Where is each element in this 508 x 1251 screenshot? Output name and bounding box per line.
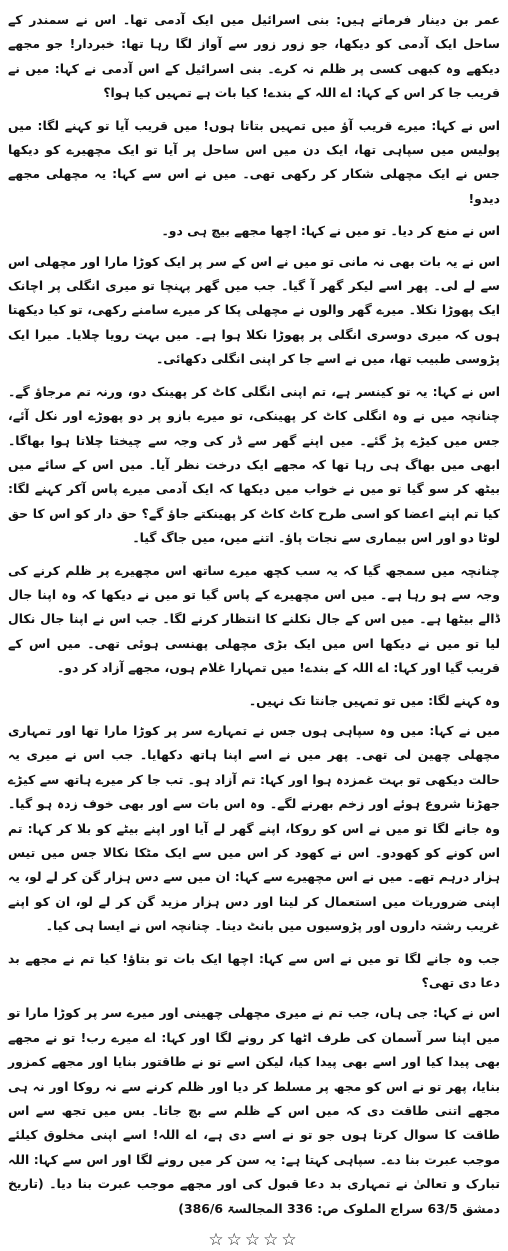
paragraph-3: اس نے منع کر دیا۔ تو میں نے کہا: اچھا مجھے بیچ ہی دو۔ [161, 223, 500, 239]
paragraph-1: عمر بن دینار فرماتے ہیں: بنی اسرائیل میں ایک آدمی تھا۔ اس نے سمندر کے ساحل ایک آدمی کو دیکھا، جو زور زور سے آواز لگا رہا تھا: خبردار! جو مجھے دیکھے وہ کبھی کسی پر ظلم نہ کرے۔ بنی اسرائیل کے اس آدمی نے کہا: میں نے قریب جا کر اس کے کہا: اے اللہ کے بندے! کیا بات ہے تمہیں کیا ہوا؟ [8, 12, 500, 101]
paragraph-8: میں نے کہا: میں وہ سپاہی ہوں جس نے تمہارے سر پر کوڑا مارا تھا اور تمہاری مچھلی چھین لی تھی۔ پھر میں نے اسے اپنا ہاتھ دکھایا۔ جب اس نے میری یہ حالت دیکھی تو بہت غمزدہ ہوا اور کہا: تم آزاد ہو۔ تب جا کر میرے ہاتھ سے کیڑے جھڑنا شروع ہوئے اور زخم بھرنے لگے۔ وہ اس بات سے اور بھی خوف زدہ ہو گیا۔ وہ جانے لگا تو میں نے اس کو روکا، اپنے گھر لے آیا اور اپنے بیٹے کو بلا کر کہا: تم اس کونے کو کھودو۔ اس نے کھود کر اس میں سے ایک مٹکا نکالا جس میں تیس ہزار درہم تھے۔ میں نے اس مچھیرے سے کہا: ان میں سے دس ہزار گن کر لے لو، یہ اپنی ضروریات میں استعمال کر لینا اور دس ہزار مزید گن کر لے لو، ان کو اپنے غریب رشتہ داروں اور پڑوسیوں میں بانٹ دینا۔ چنانچہ اس نے ایسا ہی کیا۔ [8, 722, 500, 934]
paragraph-6: چنانچہ میں سمجھ گیا کہ یہ سب کچھ میرے ساتھ اس مچھیرے پر ظلم کرنے کی وجہ سے ہو رہا ہے۔ میں اس مچھیرے کے پاس گیا تو میں نے دیکھا کہ وہ اپنا جال ڈالے بیٹھا ہے۔ میں اس کے جال نکلنے کا انتظار کرنے لگا۔ جب اس نے اپنا جال نکال لیا تو میں نے دیکھا اس میں ایک بڑی مچھلی پھنسی ہوئی تھی۔ میں اس کے قریب گیا اور کہا: اے اللہ کے بندے! میں تمہارا غلام ہوں، مجھے آزاد کر دو۔ [8, 562, 500, 676]
paragraph-10: اس نے کہا: جی ہاں، جب تم نے میری مچھلی چھینی اور میرے سر پر کوڑا مارا تو میں اپنا سر آسمان کی طرف اٹھا کر رونے لگا اور کہا: اے میرے رب! تو نے مجھے بھی پیدا کیا اور اسے بھی پیدا کیا، لیکن اسے تو نے طاقتور بنایا اور مجھے کمزور بنایا، پھر تو نے اس کو مجھ پر مسلط کر دیا اور ظلم کرنے سے نہ روکا اور نہ ہی مجھے اتنی طاقت دی کہ میں اس کے ظلم سے بچ جاتا۔ بس میں تجھ سے اس طاقت کا سوال کرتا ہوں جو تو نے اسے دی ہے، اے اللہ! اسے اپنی مخلوق کیلئے موجب عبرت بنا دے۔ سپاہی کہتا ہے: یہ سن کر میں رونے لگا اور اس سے کہا: اللہ تبارک و تعالیٰ نے تمہاری بد دعا قبول کی اور مجھے موجب عبرت بنا دیا۔ (تاریخ دمشق 63/5 سراج الملوک ص: 336 المجالسۃ 386/6) [8, 1005, 500, 1216]
paragraph-5: اس نے کہا: یہ تو کینسر ہے، تم اپنی انگلی کاٹ کر پھینک دو، ورنہ تم مرجاؤ گے۔ چنانچہ میں نے وہ انگلی کاٹ کر پھینکی، تو میرے بازو پر دو پھوڑے اور نکل آئے، جس میں کیڑے پڑ گئے۔ میں اپنے گھر سے ڈر کی وجہ سے چیختا چلاتا ہوا بھاگا۔ ابھی میں بھاگ ہی رہا تھا کہ مجھے ایک درخت نظر آیا۔ میں اس کے سائے میں بیٹھ کر سو گیا تو میں نے خواب میں دیکھا کہ ایک آدمی میرے پاس آکر کہنے لگا: کیا تم اپنے اعضا کو اسی طرح کاٹ کاٹ کر پھینکتے جاؤ گے؟ حق دار کو اس کا حق لوٹا دو اور اس بیماری سے نجات پاؤ۔ اتنے میں، میں جاگ گیا۔ [8, 383, 500, 546]
star-separator: ☆☆☆☆☆ [208, 1230, 300, 1251]
paragraph-4: اس نے یہ بات بھی نہ مانی تو میں نے اس کے سر پر ایک کوڑا مارا اور مچھلی اس سے لے لی۔ پھر اسے لیکر گھر آ گیا۔ جب میں گھر پہنچا تو میری انگلی پر اچانک ایک پھوڑا نکلا۔ میرے گھر والوں نے مچھلی پکا کر میرے سامنے رکھی، تو کیا دیکھتا ہوں کہ میری دوسری انگلی پر پھوڑا نکلا ہوا ہے۔ میں بہت رویا چلایا۔ میرا ایک پڑوسی طبیب تھا، میں نے اسے جا کر اپنی انگلی دکھائی۔ [8, 253, 500, 367]
paragraph-7: وہ کہنے لگا: میں تو تمہیں جانتا تک نہیں۔ [248, 692, 500, 708]
paragraph-9: جب وہ جانے لگا تو میں نے اس سے کہا: اچھا ایک بات تو بتاؤ! کیا تم نے مجھے بد دعا دی تھی؟ [8, 950, 500, 991]
paragraph-2: اس نے کہا: میرے قریب آؤ میں تمہیں بتاتا ہوں! میں قریب آیا تو کہنے لگا: میں پولیس میں سپاہی تھا، ایک دن میں اس ساحل پر آیا تو ایک مچھیرے کو دیکھا جس نے ایک مچھلی شکار کر رکھی تھی۔ میں نے اس سے کہا: یہ مچھلی مجھے دیدو! [8, 117, 500, 206]
